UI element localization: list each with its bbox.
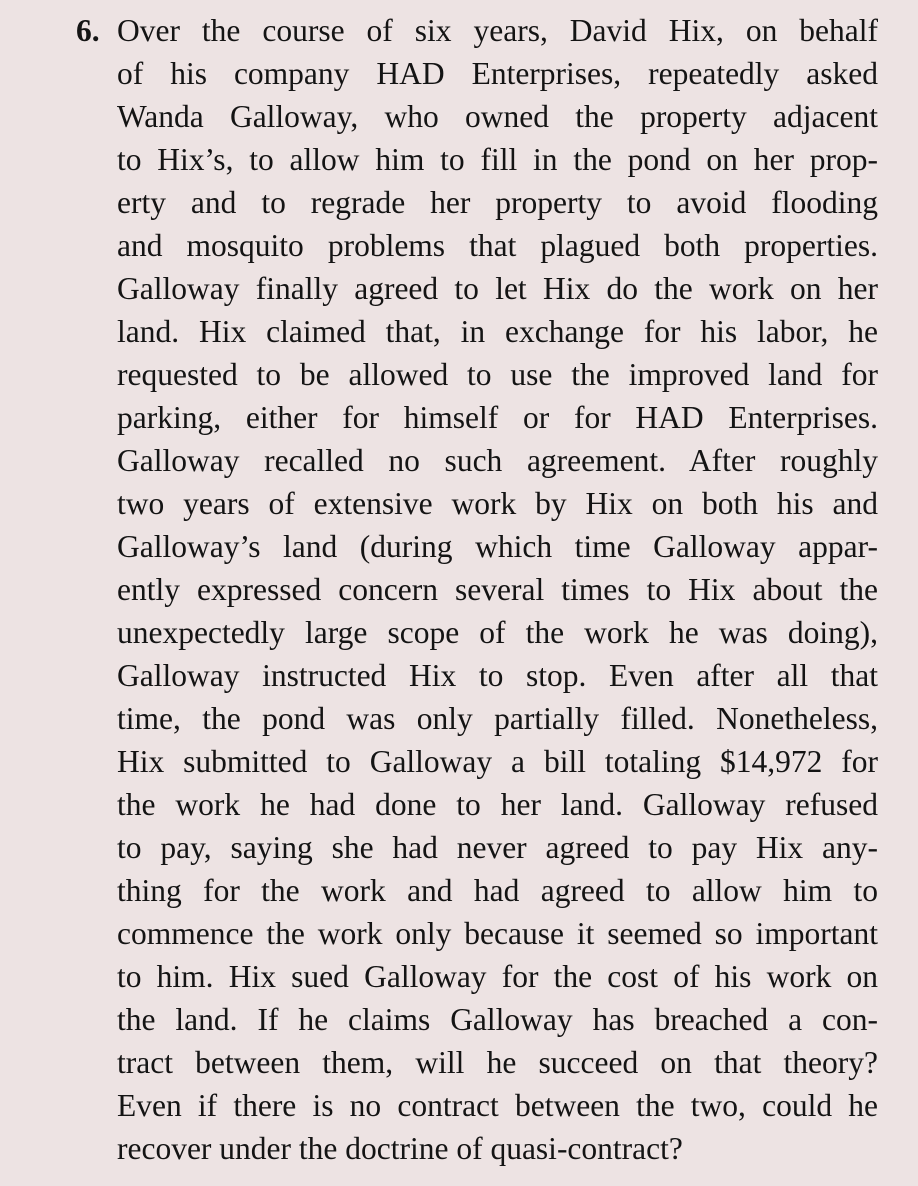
problem-text-line: tract between them, will he succeed on that theory? [117, 1045, 878, 1080]
problem-text-line: Galloway instructed Hix to stop. Even after all that [117, 658, 878, 693]
problem-text-line: and mosquito problems that plagued both properties. [117, 228, 878, 263]
problem-text-line: parking, either for himself or for HAD Enterprises. [117, 400, 878, 435]
problem-text-line: time, the pond was only partially filled. Nonetheless, [117, 701, 878, 736]
problem-text-line: Wanda Galloway, who owned the property adjacent [117, 99, 878, 134]
problem-text-line: to Hix’s, to allow him to fill in the pond on her prop- [117, 142, 878, 177]
problem-text-line: the land. If he claims Galloway has breached a con- [117, 1002, 878, 1037]
problem-text-line: two years of extensive work by Hix on both his and [117, 486, 878, 521]
problem-text-line: Galloway’s land (during which time Galloway appar- [117, 529, 878, 564]
problem-text-line: Over the course of six years, David Hix, on behalf [117, 13, 878, 48]
problem-text-line: recover under the doctrine of quasi-contract? [117, 1131, 683, 1166]
problem-text-line: Hix submitted to Galloway a bill totaling $14,972 for [117, 744, 878, 779]
problem-text-line: commence the work only because it seemed so important [117, 916, 878, 951]
problem-text-line: to him. Hix sued Galloway for the cost of his work on [117, 959, 878, 994]
problem-text-line: Galloway recalled no such agreement. After roughly [117, 443, 878, 478]
problem-text-line: erty and to regrade her property to avoid flooding [117, 185, 878, 220]
problem-text-line: to pay, saying she had never agreed to pay Hix any- [117, 830, 878, 865]
problem-text-line: unexpectedly large scope of the work he was doing), [117, 615, 878, 650]
problem-text-line: the work he had done to her land. Galloway refused [117, 787, 878, 822]
problem-text-line: ently expressed concern several times to Hix about the [117, 572, 878, 607]
problem-text-line: Even if there is no contract between the two, could he [117, 1088, 878, 1123]
problem-text-line: of his company HAD Enterprises, repeatedly asked [117, 56, 878, 91]
problem-text-line: land. Hix claimed that, in exchange for his labor, he [117, 314, 878, 349]
problem-text-line: Galloway finally agreed to let Hix do the work on her [117, 271, 878, 306]
problem-text-line: requested to be allowed to use the improved land for [117, 357, 878, 392]
problem-number: 6. [76, 13, 100, 48]
problem-text-line: thing for the work and had agreed to allow him to [117, 873, 878, 908]
